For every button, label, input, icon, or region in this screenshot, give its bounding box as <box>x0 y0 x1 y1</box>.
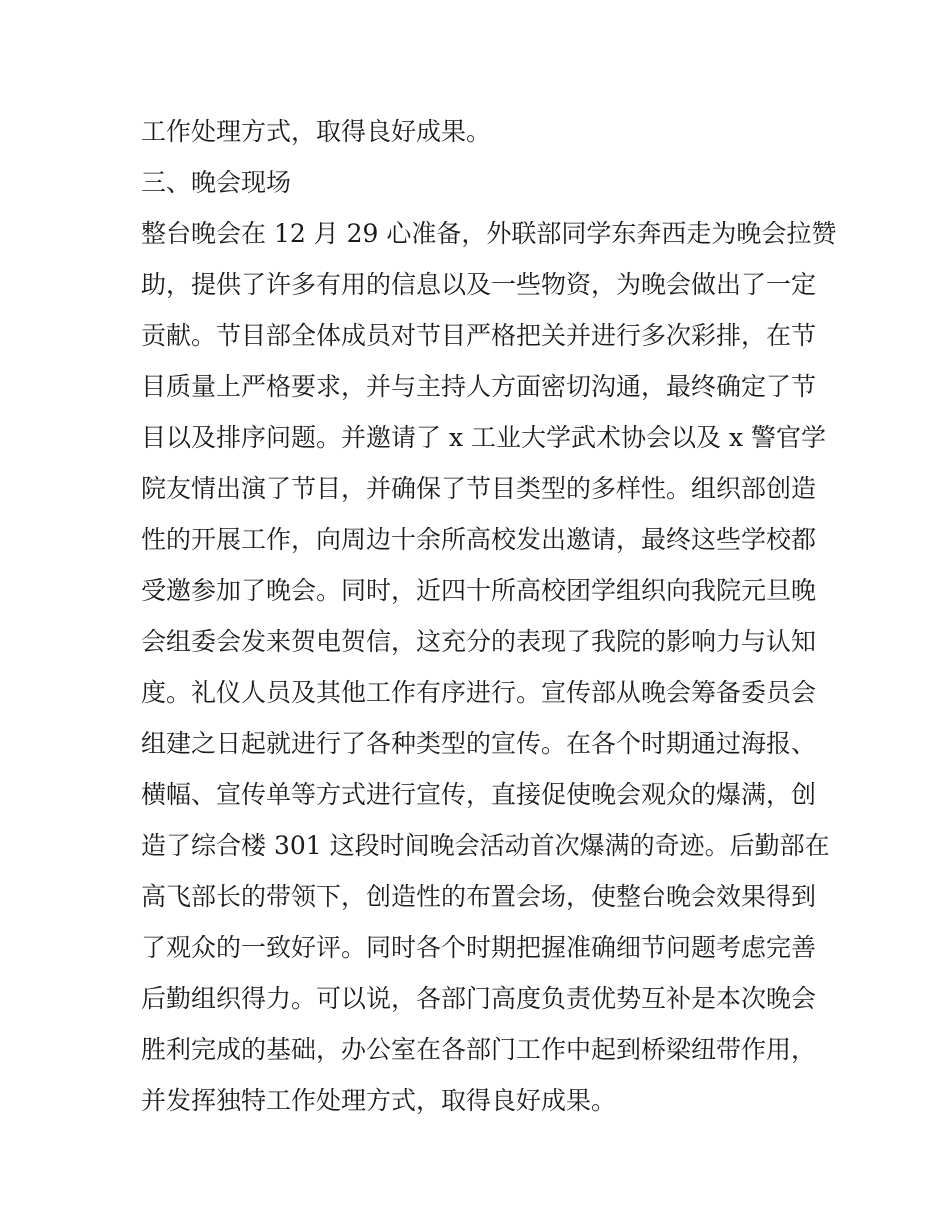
text-line: 并发挥独特工作处理方式，取得良好成果。 <box>141 1086 617 1115</box>
text-line: 高飞部长的带领下，创造性的布置会场，使整台晚会效果得到 <box>141 882 817 911</box>
text-line: 院友情出演了节目，并确保了节目类型的多样性。组织部创造 <box>141 474 817 503</box>
text-line: 度。礼仪人员及其他工作有序进行。宣传部从晚会筹备委员会 <box>141 678 817 707</box>
text-line: 整台晚会在 12 月 29 心准备，外联部同学东奔西走为晚会拉赞 <box>141 219 837 248</box>
text-line: 助，提供了许多有用的信息以及一些物资，为晚会做出了一定 <box>141 270 817 299</box>
text-line: 会组委会发来贺电贺信，这充分的表现了我院的影响力与认知 <box>141 627 817 656</box>
text-line: 受邀参加了晚会。同时，近四十所高校团学组织向我院元旦晚 <box>141 576 817 605</box>
text-line: 目质量上严格要求，并与主持人方面密切沟通，最终确定了节 <box>141 372 817 401</box>
text-line: 工作处理方式，取得良好成果。 <box>141 117 492 146</box>
text-line: 组建之日起就进行了各种类型的宣传。在各个时期通过海报、 <box>141 729 817 758</box>
text-line: 横幅、宣传单等方式进行宣传，直接促使晚会观众的爆满，创 <box>141 780 817 809</box>
document-body <box>141 106 837 1126</box>
text-line: 后勤组织得力。可以说，各部门高度负责优势互补是本次晚会 <box>141 984 817 1013</box>
text-line: 性的开展工作，向周边十余所高校发出邀请，最终这些学校都 <box>141 525 817 554</box>
text-line: 目以及排序问题。并邀请了 x 工业大学武术协会以及 x 警官学 <box>141 423 826 452</box>
section-heading: 三、晚会现场 <box>141 168 292 197</box>
text-line: 贡献。节目部全体成员对节目严格把关并进行多次彩排，在节 <box>141 321 817 350</box>
text-line: 了观众的一致好评。同时各个时期把握准确细节问题考虑完善 <box>141 933 817 962</box>
text-line: 造了综合楼 301 这段时间晚会活动首次爆满的奇迹。后勤部在 <box>141 831 830 860</box>
text-line: 胜利完成的基础，办公室在各部门工作中起到桥梁纽带作用， <box>141 1035 817 1064</box>
